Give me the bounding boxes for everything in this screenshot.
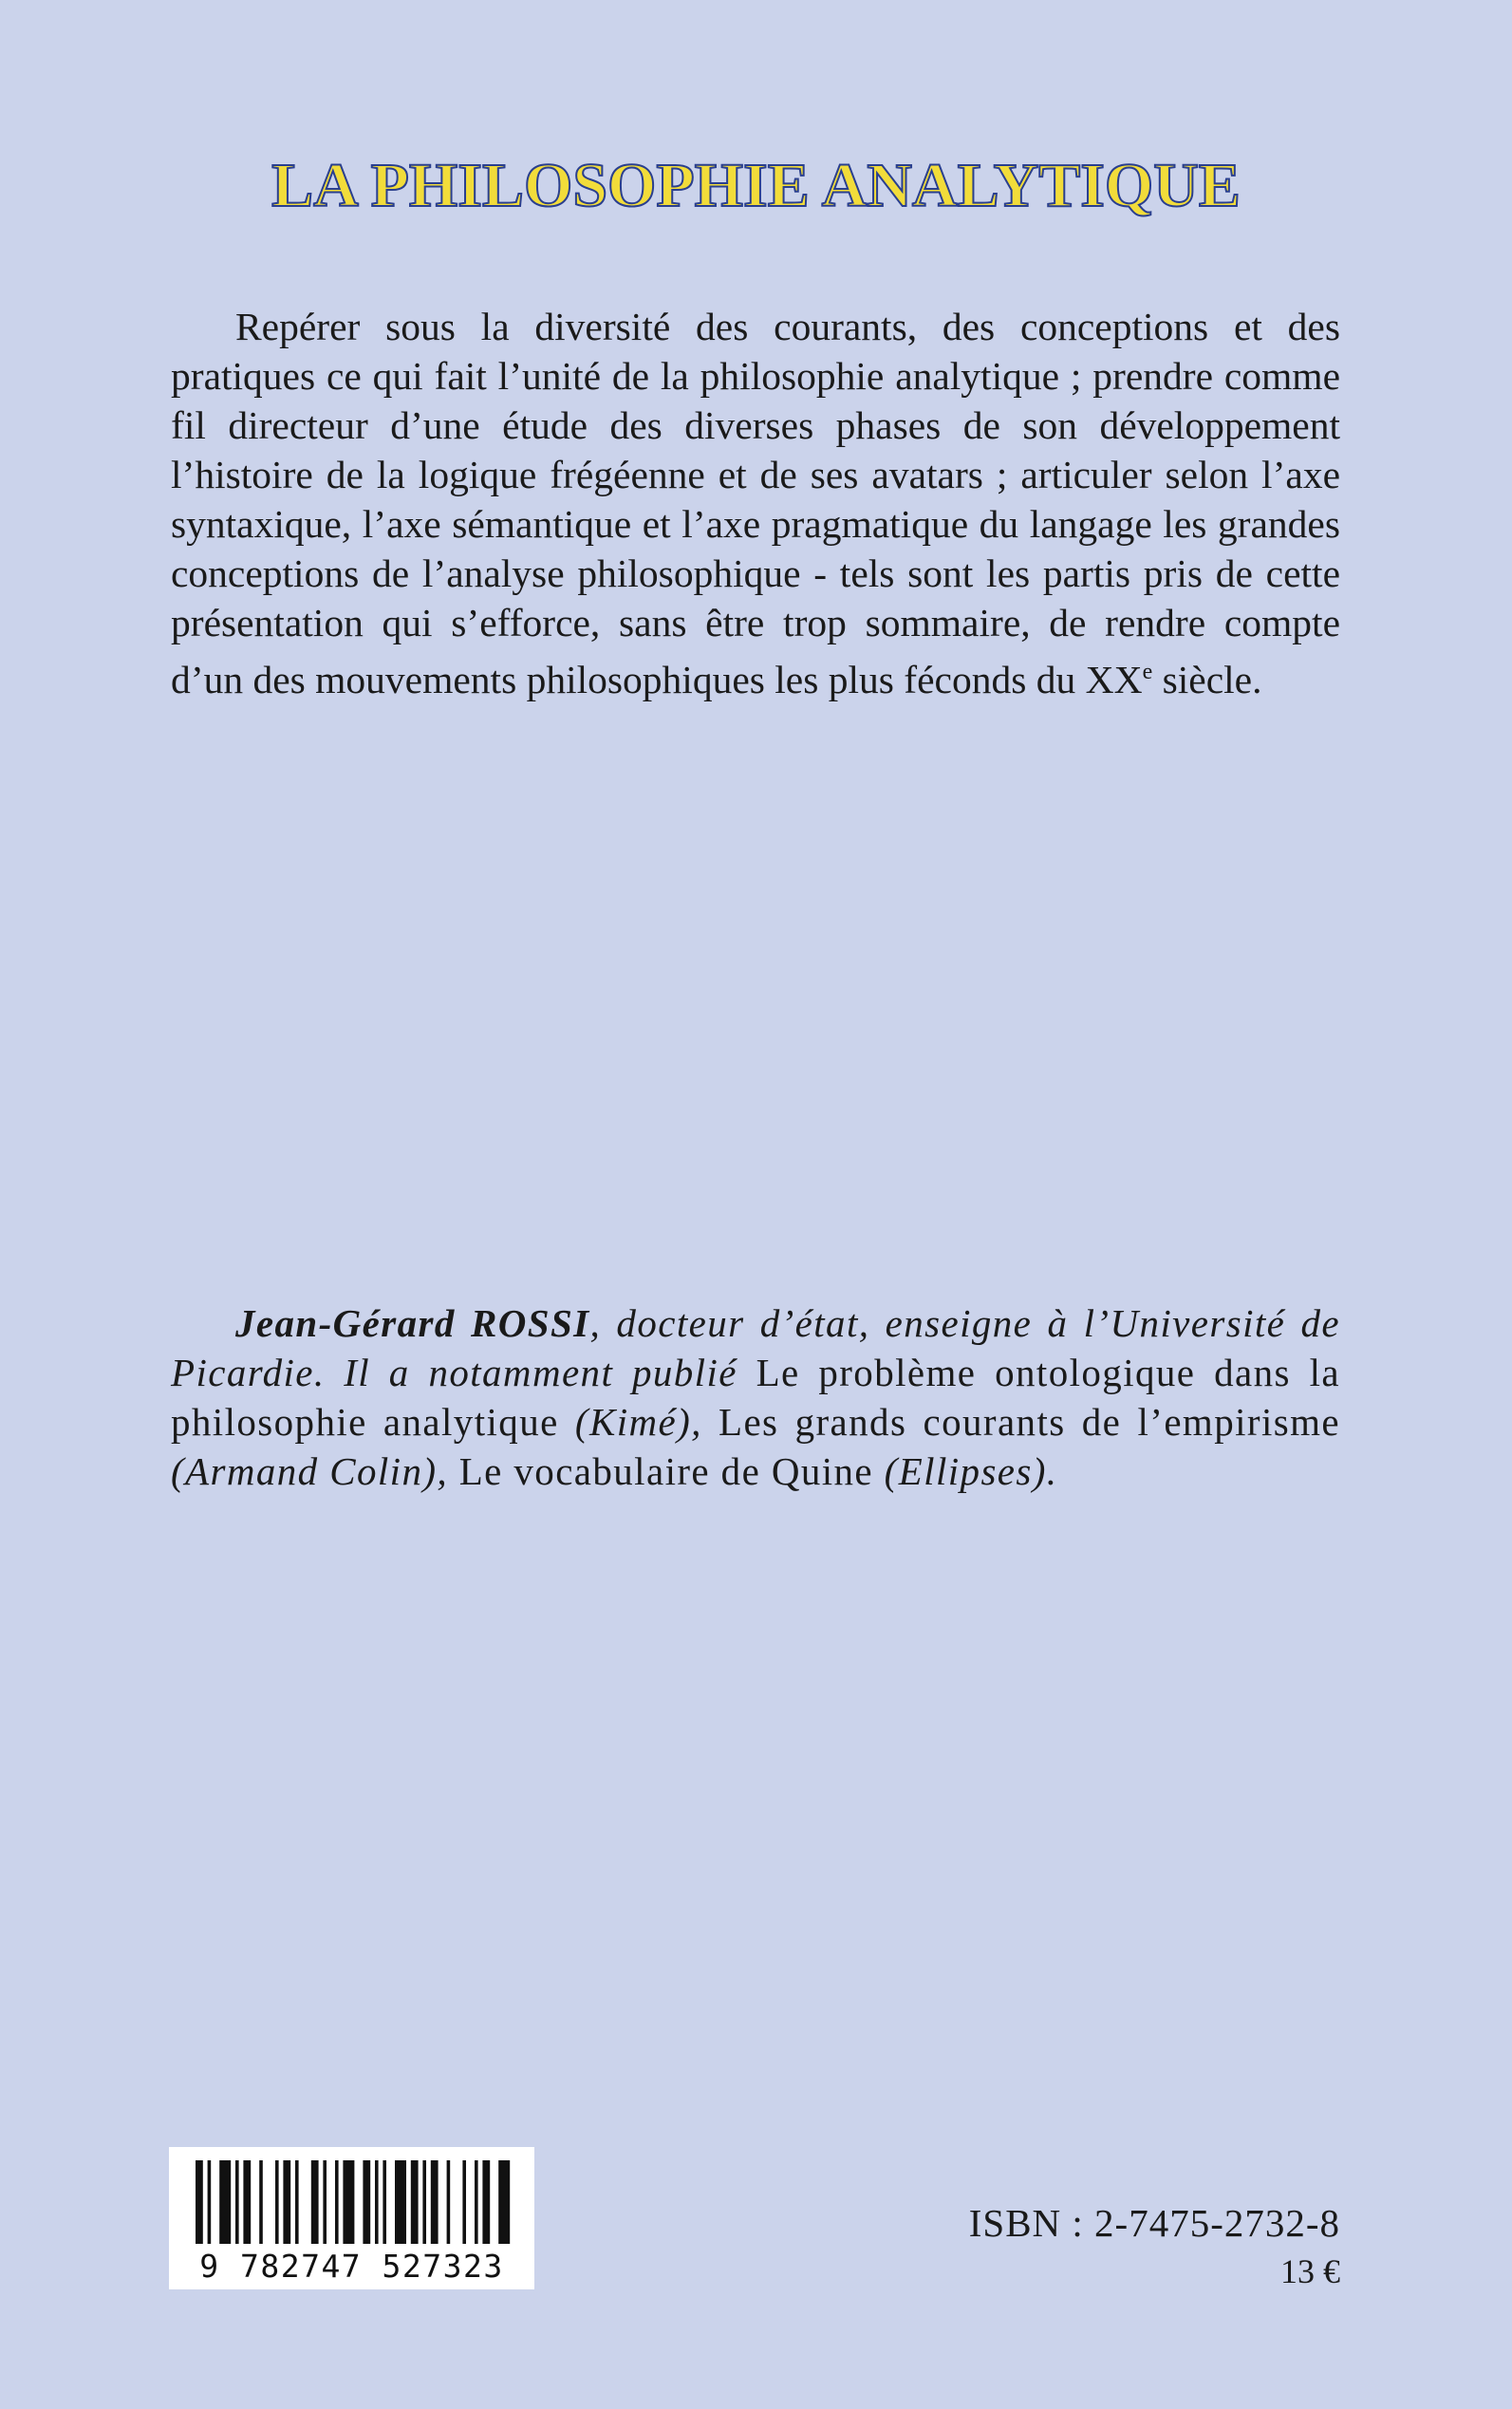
blurb-text: Repérer sous la diversité des courants, des conceptions et des pratiques ce qui fait l’unité de la philosophie analytique ; prendre comme fil directeur d’une étude des diverses phases de son développement l’histoire de la logique frégéenne et de ses avatars ; articuler selon l’axe syntaxique, l’axe sémantique et l’axe pragmatique du langage les grandes conceptions de l’analyse philosophique - tels sont les partis pris de cette présentation qui s’efforce, sans être trop sommaire, de rendre compte d’un des mouvements philosophiques les plus féconds du XX <box>171 305 1340 701</box>
barcode-bar <box>447 2160 451 2244</box>
barcode-bar <box>283 2160 290 2244</box>
back-cover-blurb <box>171 302 1340 704</box>
barcode-bar <box>295 2160 299 2244</box>
barcode-bar <box>431 2160 439 2244</box>
book-title-3: Le vocabulaire de Quine <box>448 1449 885 1493</box>
barcode-bar <box>422 2160 426 2244</box>
barcode-bar <box>343 2160 354 2244</box>
barcode-bar <box>383 2160 386 2244</box>
barcode-bar <box>219 2160 231 2244</box>
barcode-bar <box>395 2160 406 2244</box>
barcode-bar <box>196 2160 203 2244</box>
barcode-bar <box>498 2160 510 2244</box>
author-bio <box>171 1298 1340 1496</box>
barcode-bar <box>375 2160 379 2244</box>
barcode-bar <box>235 2160 239 2244</box>
barcode-bar <box>208 2160 212 2244</box>
barcode-bar <box>335 2160 339 2244</box>
book-title: LA PHILOSOPHIE ANALYTIQUE <box>271 151 1241 220</box>
barcode-bar <box>323 2160 327 2244</box>
barcode-bar <box>411 2160 419 2244</box>
barcode-bar <box>462 2160 466 2244</box>
barcode-bar <box>363 2160 370 2244</box>
price: 13 € <box>1280 2252 1340 2290</box>
barcode-bar <box>275 2160 279 2244</box>
book-title-1: Le problème ontologique dans la philosophie analytique <box>171 1351 1340 1444</box>
isbn-number: ISBN : 2-7475-2732-8 <box>968 2201 1340 2245</box>
book-title-2: Les grands courants de l’empirisme <box>701 1400 1340 1444</box>
blurb-text-end: siècle. <box>1152 657 1262 701</box>
barcode-digits: 9 782747 527323 <box>199 2248 504 2285</box>
barcode-bar <box>259 2160 263 2244</box>
author-description: , docteur d’état, enseigne à l’Université de Picardie. Il a notamment publié <box>171 1301 1340 1394</box>
author-name: Jean-Gérard ROSSI <box>235 1301 590 1345</box>
publisher-3: (Ellipses). <box>884 1449 1058 1493</box>
century-superscript: e <box>1142 660 1153 684</box>
barcode-bar <box>311 2160 319 2244</box>
isbn-barcode <box>169 2147 534 2289</box>
publisher-1: (Kimé), <box>574 1400 702 1444</box>
barcode-bar <box>482 2160 490 2244</box>
publisher-2: (Armand Colin), <box>171 1449 449 1493</box>
barcode-bar <box>243 2160 251 2244</box>
barcode-bar <box>475 2160 478 2244</box>
